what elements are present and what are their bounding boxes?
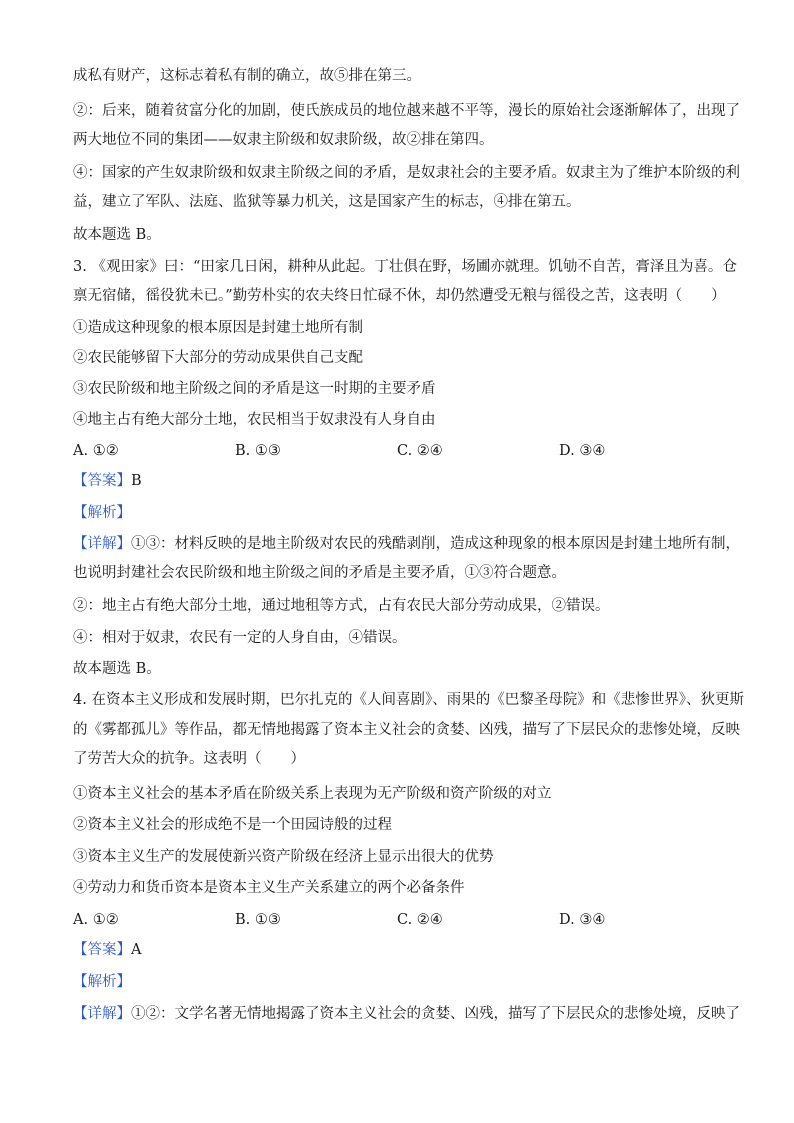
question-3-answer: [73, 471, 723, 491]
text-line: ②：后来，随着贫富分化的加剧，使氏族成员的地位越来越不平等，漫长的原始社会逐渐解体了，出现了: [73, 103, 740, 119]
text-line: 成私有财产，这标志着私有制的确立，故⑤排在第三。: [73, 68, 421, 84]
question-3-conclusion: 故本题选 B。: [73, 661, 161, 677]
answer-value: A: [131, 942, 142, 958]
option-c: C. ②④: [397, 443, 443, 459]
question-3-detail-line: ②：地主占有绝大部分土地，通过地租等方式，占有农民大部分劳动成果，②错误。: [73, 598, 610, 614]
analysis-tag: 【解析】: [73, 505, 131, 521]
text-line: 故本题选 B。: [73, 227, 161, 243]
question-4-statement-2: ②资本主义社会的形成绝不是一个田园诗般的过程: [73, 817, 392, 833]
option-b: B. ①③: [235, 912, 281, 928]
question-4-stem: 的《雾都孤儿》等作品，都无情地揭露了资本主义社会的贪婪、凶残，描写了下层民众的悲惨处境，反映: [73, 722, 740, 738]
question-4-analysis-heading: [73, 972, 723, 992]
option-b: B. ①③: [235, 443, 281, 459]
text-line: ④：国家的产生奴隶阶级和奴隶主阶级之间的矛盾，是奴隶社会的主要矛盾。奴隶主为了维护本阶级的利: [73, 165, 740, 181]
question-3-statement-2: ②农民能够留下大部分的劳动成果供自己支配: [73, 350, 363, 366]
answer-tag: 【答案】: [73, 942, 131, 958]
answer-value: B: [131, 473, 142, 489]
question-3-detail-line: 也说明封建社会农民阶级和地主阶级之间的矛盾是主要矛盾，①③符合题意。: [73, 565, 566, 581]
question-3-analysis-heading: [73, 503, 723, 523]
question-4-stem: 4. 在资本主义形成和发展时期，巴尔扎克的《人间喜剧》、雨果的《巴黎圣母院》和《悲惨世界》、狄更斯: [73, 692, 744, 708]
question-4-statement-4: ④劳动力和货币资本是资本主义生产关系建立的两个必备条件: [73, 880, 465, 896]
question-4-options: [73, 910, 723, 930]
question-4-detail: [73, 1004, 740, 1024]
question-4-answer: [73, 940, 723, 960]
question-4-stem: 了劳苦大众的抗争。这表明（ ）: [73, 751, 305, 767]
text-line: 益，建立了军队、法庭、监狱等暴力机关，这是国家产生的标志，④排在第五。: [73, 194, 581, 210]
question-3-detail-line: ④：相对于奴隶，农民有一定的人身自由，④错误。: [73, 630, 407, 646]
question-3-detail: [73, 534, 740, 554]
text-line: 两大地位不同的集团——奴隶主阶级和奴隶阶级，故②排在第四。: [73, 132, 494, 148]
question-3-options: [73, 441, 723, 461]
option-a: A. ①②: [73, 912, 119, 928]
question-3-stem: 3. 《观田家》曰：“田家几日闲，耕种从此起。丁壮俱在野，场圃亦就理。饥劬不自苦，膏泽且为喜。仓: [73, 259, 737, 275]
detail-text: ①③：材料反映的是地主阶级对农民的残酷剥削，造成这种现象的根本原因是封建土地所有制，: [131, 536, 740, 552]
answer-tag: 【答案】: [73, 473, 131, 489]
option-d: D. ③④: [559, 912, 606, 928]
question-4-statement-3: ③资本主义生产的发展使新兴资产阶级在经济上显示出很大的优势: [73, 849, 494, 865]
question-3-statement-1: ①造成这种现象的根本原因是封建土地所有制: [73, 320, 363, 336]
option-d: D. ③④: [559, 443, 606, 459]
question-3-stem: 禀无宿储，徭役犹未已。”勤劳朴实的农夫终日忙碌不休，却仍然遭受无粮与徭役之苦，这表明（ ）: [73, 288, 726, 304]
option-a: A. ①②: [73, 443, 119, 459]
question-3-statement-3: ③农民阶级和地主阶级之间的矛盾是这一时期的主要矛盾: [73, 381, 436, 397]
analysis-tag: 【解析】: [73, 974, 131, 990]
option-c: C. ②④: [397, 912, 443, 928]
question-4-statement-1: ①资本主义社会的基本矛盾在阶级关系上表现为无产阶级和资产阶级的对立: [73, 786, 552, 802]
question-3-statement-4: ④地主占有绝大部分土地，农民相当于奴隶没有人身自由: [73, 412, 436, 428]
detail-text: ①②：文学名著无情地揭露了资本主义社会的贪婪、凶残，描写了下层民众的悲惨处境，反映了: [131, 1006, 740, 1022]
detail-tag: 【详解】: [73, 1006, 131, 1022]
detail-tag: 【详解】: [73, 536, 131, 552]
